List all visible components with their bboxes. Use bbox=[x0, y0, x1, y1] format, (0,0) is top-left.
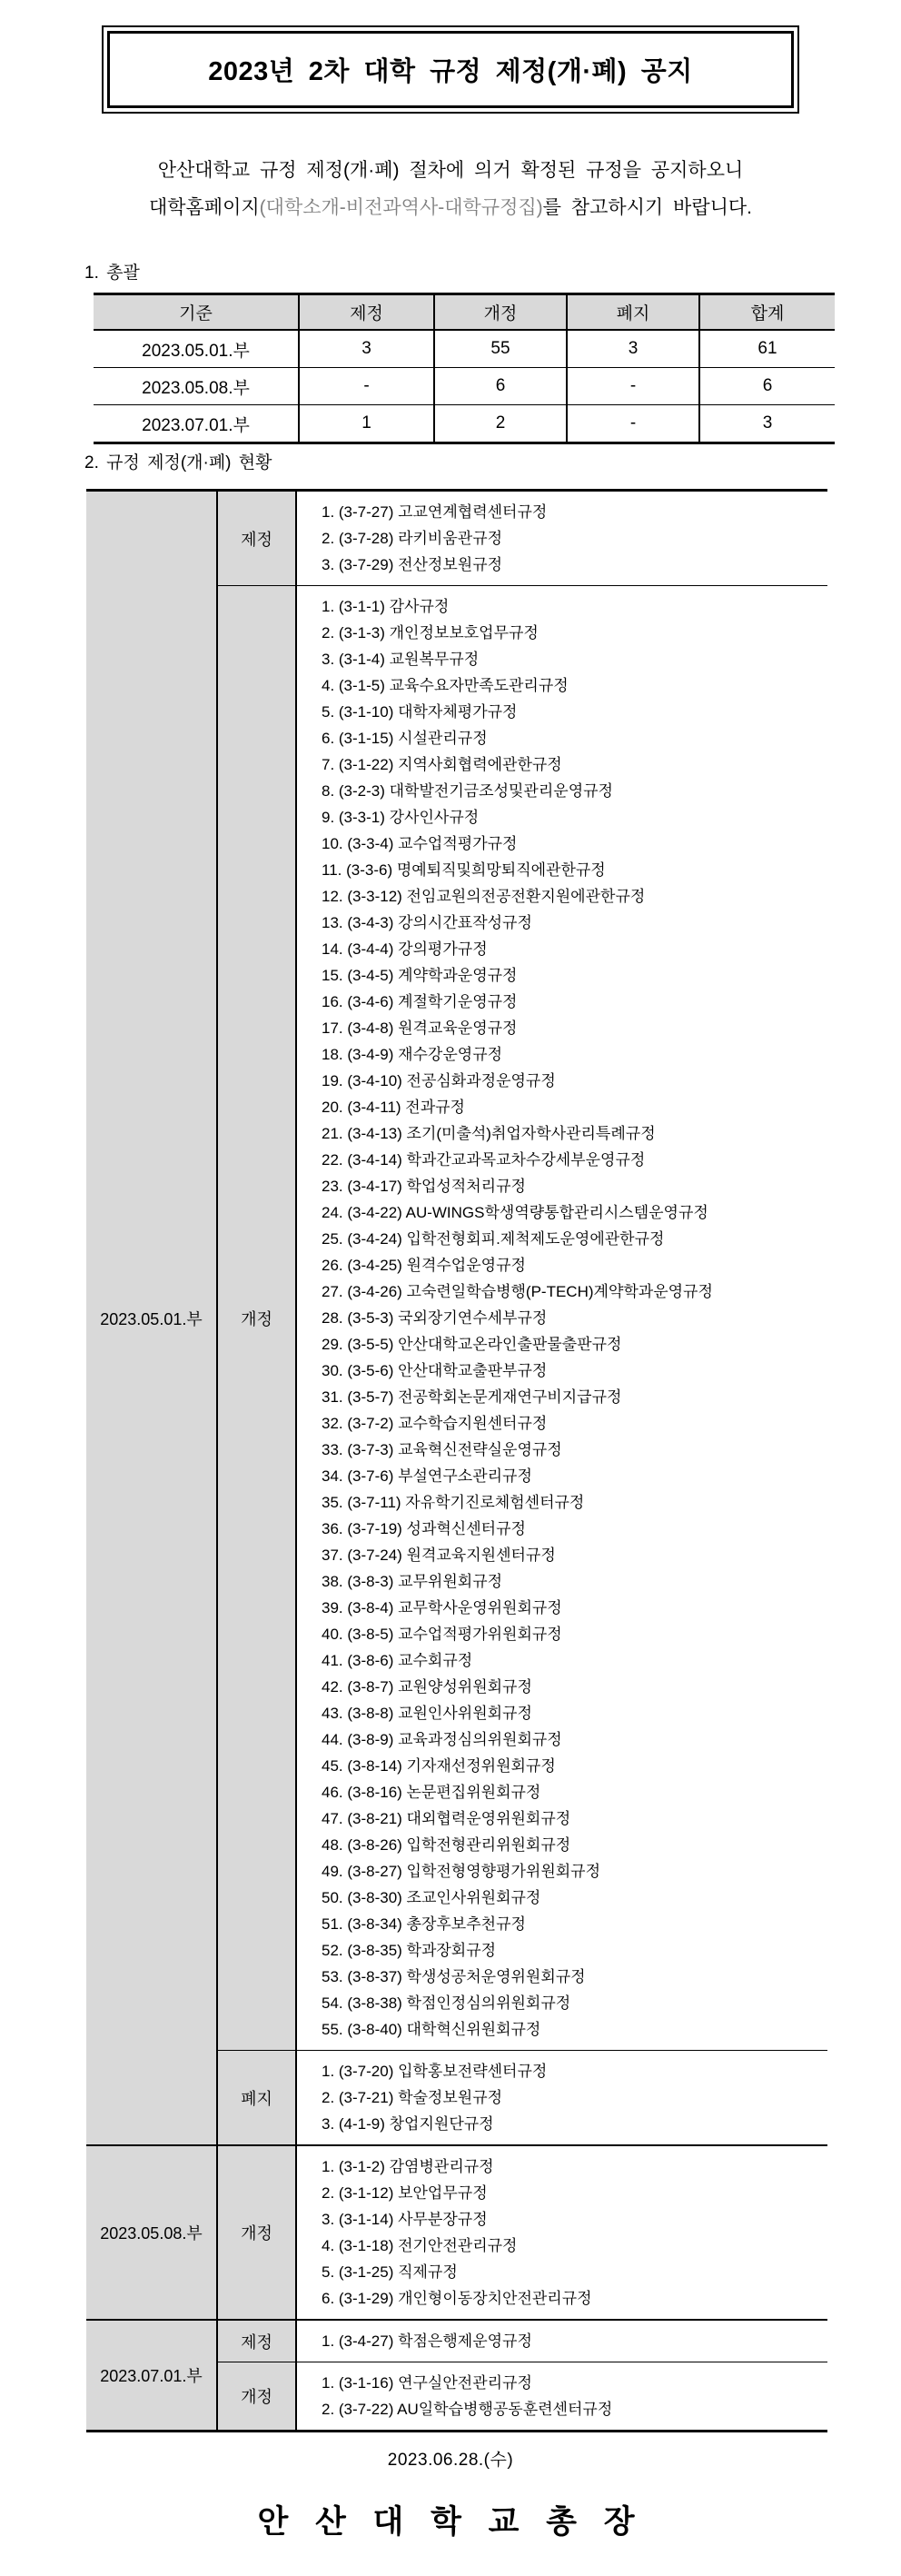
regulation-item: 28. (3-5-3) 국외장기연수세부규정 bbox=[322, 1309, 548, 1327]
summary-column-header: 폐지 bbox=[567, 294, 699, 331]
summary-count-cell: - bbox=[567, 368, 699, 405]
summary-count-cell: - bbox=[567, 405, 699, 443]
title-box bbox=[102, 25, 799, 114]
regulation-item: 46. (3-8-16) 논문편집위원회규정 bbox=[322, 1784, 541, 1801]
regulation-list-cell bbox=[296, 586, 827, 2051]
regulation-item: 36. (3-7-19) 성과혁신센터규정 bbox=[322, 1520, 526, 1537]
summary-date-cell: 2023.05.01.부 bbox=[94, 330, 299, 368]
regulation-item: 47. (3-8-21) 대외협력운영위원회규정 bbox=[322, 1810, 571, 1827]
page-title: 2023년 2차 대학 규정 제정(개·폐) 공지 bbox=[208, 57, 693, 86]
regulation-item: 6. (3-1-29) 개인형이동장치안전관리규정 bbox=[322, 2290, 592, 2307]
summary-count-cell: 6 bbox=[699, 368, 835, 405]
summary-row bbox=[94, 330, 835, 368]
regulation-item: 48. (3-8-26) 입학전형관리위원회규정 bbox=[322, 1836, 571, 1854]
regulation-item: 42. (3-8-7) 교원양성위원회규정 bbox=[322, 1678, 532, 1696]
regulation-item: 50. (3-8-30) 조교인사위원회규정 bbox=[322, 1889, 541, 1906]
regulation-list-cell bbox=[296, 2051, 827, 2146]
regulation-item: 3. (4-1-9) 창업지원단규정 bbox=[322, 2115, 494, 2133]
regulation-item: 5. (3-1-10) 대학자체평가규정 bbox=[322, 703, 518, 721]
regulation-item: 45. (3-8-14) 기자재선정위원회규정 bbox=[322, 1757, 556, 1775]
regulation-item: 34. (3-7-6) 부설연구소관리규정 bbox=[322, 1467, 532, 1485]
summary-table-body bbox=[94, 330, 835, 443]
summary-count-cell: 3 bbox=[299, 330, 434, 368]
action-type-cell: 개정 bbox=[217, 586, 296, 2051]
intro-line2-suffix: 를 참고하시기 바랍니다. bbox=[542, 197, 753, 218]
action-type-cell: 제정 bbox=[217, 491, 296, 586]
regulation-item: 44. (3-8-9) 교육과정심의위원회규정 bbox=[322, 1731, 562, 1748]
summary-column-header: 합계 bbox=[699, 294, 835, 331]
intro-paragraph bbox=[0, 152, 901, 226]
summary-count-cell: 55 bbox=[434, 330, 567, 368]
summary-header-row bbox=[94, 294, 835, 331]
regulation-item: 54. (3-8-38) 학점인정심의위원회규정 bbox=[322, 1994, 571, 2012]
regulation-item: 51. (3-8-34) 총장후보추천규정 bbox=[322, 1915, 526, 1933]
regulation-item: 35. (3-7-11) 자유학기진로체험센터규정 bbox=[322, 1494, 585, 1511]
summary-column-header: 기준 bbox=[94, 294, 299, 331]
regulation-item: 39. (3-8-4) 교무학사운영위원회규정 bbox=[322, 1599, 562, 1616]
effective-date-cell: 2023.05.08.부 bbox=[86, 2145, 217, 2320]
detail-table bbox=[86, 489, 827, 2432]
summary-table-header bbox=[94, 294, 835, 331]
title-box-inner-border bbox=[107, 31, 794, 108]
regulation-item: 55. (3-8-40) 대학혁신위원회규정 bbox=[322, 2021, 541, 2038]
regulation-item: 3. (3-7-29) 전산정보원규정 bbox=[322, 556, 503, 573]
regulation-item: 4. (3-1-18) 전기안전관리규정 bbox=[322, 2237, 518, 2254]
regulation-item: 2. (3-7-28) 라키비움관규정 bbox=[322, 530, 503, 547]
regulation-item: 3. (3-1-4) 교원복무규정 bbox=[322, 651, 480, 668]
regulation-item: 40. (3-8-5) 교수업적평가위원회규정 bbox=[322, 1626, 562, 1643]
regulation-item: 10. (3-3-4) 교수업적평가규정 bbox=[322, 835, 518, 852]
section2-heading: 2. 규정 제정(개·폐) 현황 bbox=[84, 453, 272, 472]
regulation-list-cell bbox=[296, 2320, 827, 2362]
summary-date-cell: 2023.07.01.부 bbox=[94, 405, 299, 443]
regulation-item: 2. (3-7-21) 학술정보원규정 bbox=[322, 2089, 503, 2106]
regulation-item: 16. (3-4-6) 계절학기운영규정 bbox=[322, 993, 518, 1010]
regulation-list-cell bbox=[296, 2362, 827, 2432]
regulation-item: 20. (3-4-11) 전과규정 bbox=[322, 1099, 465, 1116]
regulation-item: 33. (3-7-3) 교육혁신전략실운영규정 bbox=[322, 1441, 562, 1458]
regulation-item: 25. (3-4-24) 입학전형회피.제척제도운영에관한규정 bbox=[322, 1230, 665, 1248]
regulation-list-cell bbox=[296, 491, 827, 586]
effective-date-cell: 2023.05.01.부 bbox=[86, 491, 217, 2146]
detail-row bbox=[86, 2145, 827, 2320]
detail-row bbox=[86, 2320, 827, 2362]
regulation-item: 1. (3-7-27) 고교연계협력센터규정 bbox=[322, 503, 548, 521]
regulation-item: 1. (3-1-16) 연구실안전관리규정 bbox=[322, 2374, 532, 2392]
regulation-item: 2. (3-1-12) 보안업무규정 bbox=[322, 2184, 488, 2202]
summary-count-cell: 61 bbox=[757, 339, 777, 358]
regulation-item: 13. (3-4-3) 강의시간표작성규정 bbox=[322, 914, 532, 931]
regulation-item: 4. (3-1-5) 교육수요자만족도관리규정 bbox=[322, 677, 569, 694]
action-type-cell: 개정 bbox=[217, 2145, 296, 2320]
action-type-cell: 제정 bbox=[217, 2320, 296, 2362]
regulation-item: 52. (3-8-35) 학과장회규정 bbox=[322, 1942, 497, 1959]
regulation-item: 8. (3-2-3) 대학발전기금조성및관리운영규정 bbox=[322, 782, 613, 800]
regulation-item: 1. (3-1-1) 감사규정 bbox=[322, 598, 450, 615]
regulation-item: 6. (3-1-15) 시설관리규정 bbox=[322, 730, 488, 747]
notice-date: 2023.06.28.(수) bbox=[387, 2451, 514, 2470]
summary-count-cell: 2 bbox=[434, 405, 567, 443]
detail-row bbox=[86, 491, 827, 586]
regulation-item: 11. (3-3-6) 명예퇴직및희망퇴직에관한규정 bbox=[322, 861, 606, 879]
regulation-item: 17. (3-4-8) 원격교육운영규정 bbox=[322, 1019, 518, 1037]
regulation-item: 19. (3-4-10) 전공심화과정운영규정 bbox=[322, 1072, 556, 1089]
regulation-item: 9. (3-3-1) 강사인사규정 bbox=[322, 809, 480, 826]
section1-heading: 1. 총괄 bbox=[84, 264, 140, 283]
president-signature: 안 산 대 학 교 총 장 bbox=[257, 2504, 644, 2540]
regulation-item: 32. (3-7-2) 교수학습지원센터규정 bbox=[322, 1415, 548, 1432]
regulation-item: 53. (3-8-37) 학생성공처운영위원회규정 bbox=[322, 1968, 586, 1985]
regulation-item: 12. (3-3-12) 전임교원의전공전환지원에관한규정 bbox=[322, 888, 646, 905]
regulation-item: 30. (3-5-6) 안산대학교출판부규정 bbox=[322, 1362, 548, 1379]
regulation-item: 21. (3-4-13) 조기(미출석)취업자학사관리특례규정 bbox=[322, 1125, 656, 1142]
summary-count-cell: 3 bbox=[699, 405, 835, 443]
regulation-item: 1. (3-7-20) 입학홍보전략센터규정 bbox=[322, 2063, 548, 2080]
summary-count-cell: 3 bbox=[567, 330, 699, 368]
regulation-item: 3. (3-1-14) 사무분장규정 bbox=[322, 2211, 488, 2228]
intro-line-1: 안산대학교 규정 제정(개·폐) 절차에 의거 확정된 규정을 공지하오니 bbox=[157, 160, 744, 181]
effective-date-cell: 2023.07.01.부 bbox=[86, 2320, 217, 2432]
regulation-item: 14. (3-4-4) 강의평가규정 bbox=[322, 940, 488, 958]
summary-count-cell: 1 bbox=[299, 405, 434, 443]
regulation-item: 29. (3-5-5) 안산대학교온라인출판물출판규정 bbox=[322, 1336, 622, 1353]
summary-count-cell: 6 bbox=[434, 368, 567, 405]
regulation-item: 41. (3-8-6) 교수회규정 bbox=[322, 1652, 473, 1669]
regulation-item: 1. (3-1-2) 감염병관리규정 bbox=[322, 2158, 494, 2175]
regulation-item: 22. (3-4-14) 학과간교과목교차수강세부운영규정 bbox=[322, 1151, 646, 1169]
regulation-item: 26. (3-4-25) 원격수업운영규정 bbox=[322, 1257, 526, 1274]
regulation-item: 38. (3-8-3) 교무위원회규정 bbox=[322, 1573, 503, 1590]
summary-row bbox=[94, 368, 835, 405]
regulation-item: 15. (3-4-5) 계약학과운영규정 bbox=[322, 967, 518, 984]
regulation-item: 2. (3-1-3) 개인정보보호업무규정 bbox=[322, 624, 539, 642]
regulation-item: 24. (3-4-22) AU-WINGS학생역량통합관리시스템운영규정 bbox=[322, 1204, 708, 1221]
regulation-item: 23. (3-4-17) 학업성적처리규정 bbox=[322, 1178, 526, 1195]
regulation-item: 1. (3-4-27) 학점은행제운영규정 bbox=[322, 2332, 532, 2350]
summary-table bbox=[94, 293, 835, 444]
regulation-item: 2. (3-7-22) AU일학습병행공동훈련센터규정 bbox=[322, 2401, 613, 2418]
regulation-item: 43. (3-8-8) 교원인사위원회규정 bbox=[322, 1705, 532, 1722]
regulation-item: 27. (3-4-26) 고숙련일학습병행(P-TECH)계약학과운영규정 bbox=[322, 1283, 713, 1300]
summary-column-header: 개정 bbox=[434, 294, 567, 331]
regulation-item: 18. (3-4-9) 재수강운영규정 bbox=[322, 1046, 503, 1063]
summary-count-cell: - bbox=[299, 368, 434, 405]
action-type-cell: 개정 bbox=[217, 2362, 296, 2432]
regulation-list-cell bbox=[296, 2145, 827, 2320]
intro-line2-menu-path: (대학소개-비전과역사-대학규정집) bbox=[259, 197, 543, 218]
summary-row bbox=[94, 405, 835, 443]
detail-table-body bbox=[86, 491, 827, 2432]
regulation-item: 7. (3-1-22) 지역사회협력에관한규정 bbox=[322, 756, 562, 773]
intro-line2-prefix: 대학홈페이지 bbox=[148, 197, 260, 218]
action-type-cell: 폐지 bbox=[217, 2051, 296, 2146]
intro-line-2 bbox=[0, 189, 901, 226]
regulation-item: 5. (3-1-25) 직제규정 bbox=[322, 2263, 458, 2281]
regulation-item: 49. (3-8-27) 입학전형영향평가위원회규정 bbox=[322, 1863, 601, 1880]
summary-date-cell: 2023.05.08.부 bbox=[94, 368, 299, 405]
regulation-item: 31. (3-5-7) 전공학회논문게재연구비지급규정 bbox=[322, 1388, 622, 1406]
regulation-item: 37. (3-7-24) 원격교육지원센터규정 bbox=[322, 1547, 556, 1564]
summary-column-header: 제정 bbox=[299, 294, 434, 331]
